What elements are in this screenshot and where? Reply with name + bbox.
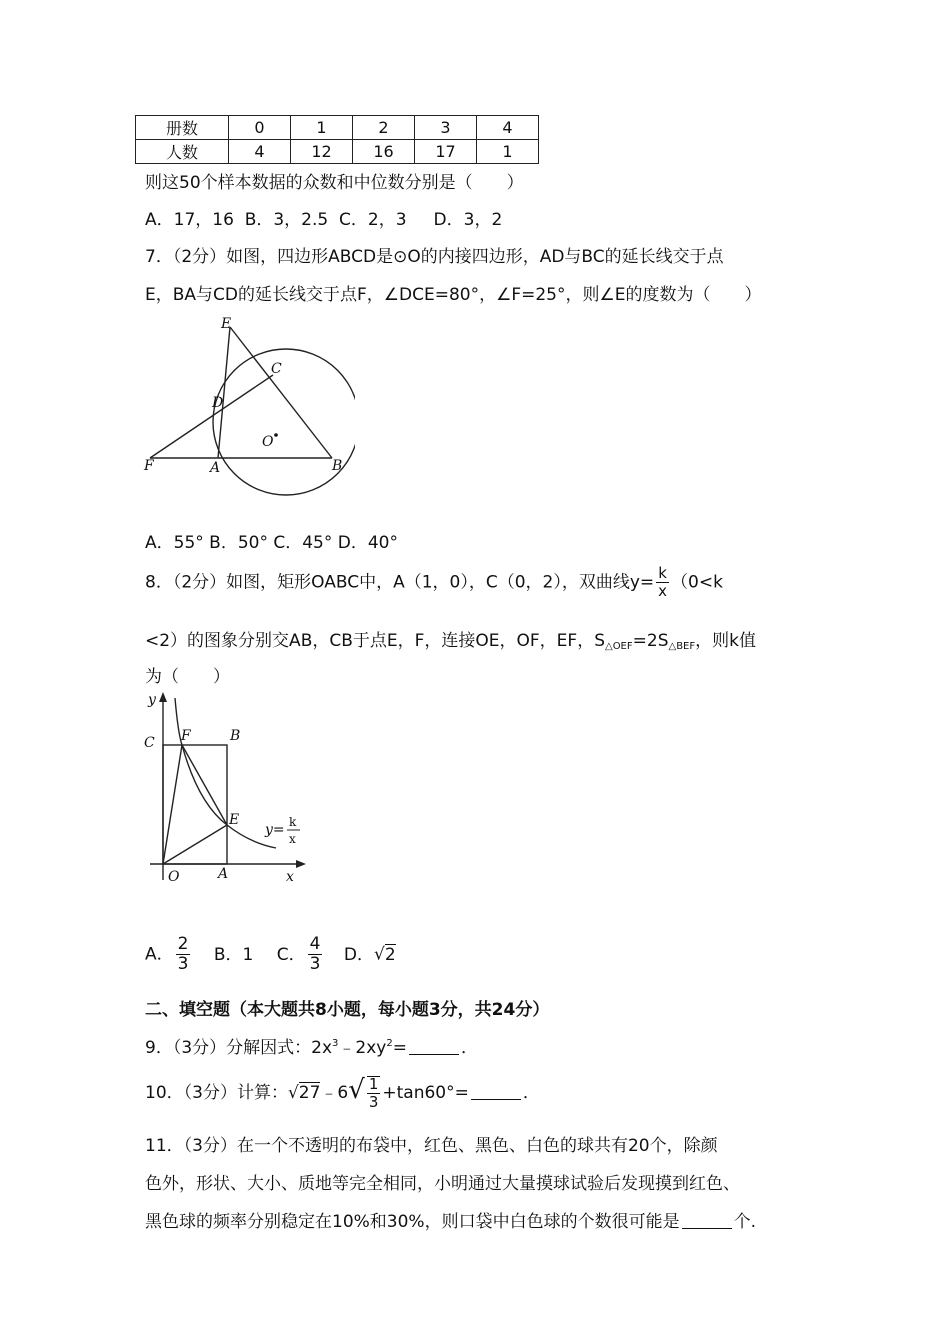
table-cell: 册数 xyxy=(136,116,229,140)
label-curve-x: x xyxy=(289,832,296,846)
q8-line1-b: （0<k xyxy=(671,572,723,593)
fraction-denominator: 3 xyxy=(177,954,189,974)
q10-suffix: +tan60°= xyxy=(382,1083,469,1103)
q11-line3-a: 黑色球的频率分别稳定在10%和30%，则口袋中白色球的个数很可能是 xyxy=(145,1212,680,1232)
option-d-label: D． xyxy=(343,944,374,965)
table-row xyxy=(136,140,539,164)
q8-line3: 为（ ） xyxy=(145,667,230,687)
label-f: F xyxy=(144,458,154,474)
answer-blank[interactable] xyxy=(682,1212,732,1229)
table-cell: 1 xyxy=(477,140,539,164)
q9-prefix: 9．（3分）分解因式：2x xyxy=(145,1038,333,1058)
label-a: A xyxy=(210,460,221,476)
y-arrow-icon xyxy=(159,692,167,702)
label-o: O xyxy=(168,869,180,885)
fraction-numerator: 2 xyxy=(177,934,189,954)
q10-end: ． xyxy=(522,1083,540,1103)
label-a: A xyxy=(218,866,229,882)
table-cell: 12 xyxy=(291,140,353,164)
q7-options: A．55° B．50° C．45° D．40° xyxy=(145,533,398,553)
line-oe xyxy=(163,825,227,864)
center-point xyxy=(274,433,278,437)
frequency-table xyxy=(135,115,539,164)
option-d-radicand: 2 xyxy=(384,944,396,965)
label-curve-k: k xyxy=(289,815,297,829)
fraction-k-over-x xyxy=(656,566,669,599)
line-of xyxy=(163,745,182,864)
exponent: 3 xyxy=(332,1038,339,1049)
table-cell: 2 xyxy=(353,116,415,140)
sqrt-icon: √ xyxy=(348,1075,365,1105)
table-cell: 16 xyxy=(353,140,415,164)
option-a-label: A． xyxy=(145,944,174,965)
option-a-fraction xyxy=(176,936,191,973)
q7-line2: E，BA与CD的延长线交于点F，∠DCE=80°，∠F=25°，则∠E的度数为（ ） xyxy=(145,285,762,305)
table-cell: 4 xyxy=(477,116,539,140)
exponent: 2 xyxy=(386,1038,393,1049)
label-b: B xyxy=(332,458,343,474)
fraction-numerator: k xyxy=(658,564,667,582)
x-arrow-icon xyxy=(296,860,306,868)
subscript-bef: △BEF xyxy=(668,641,696,652)
answer-blank[interactable] xyxy=(409,1038,459,1055)
option-b: B．1 xyxy=(213,944,254,965)
q10-line xyxy=(145,1075,540,1110)
option-c-fraction xyxy=(308,936,323,973)
table-cell: 0 xyxy=(229,116,291,140)
q8-line1-a: 8．（2分）如图，矩形OABC中，A（1，0），C（0，2），双曲线y= xyxy=(145,572,655,593)
table-cell: 1 xyxy=(291,116,353,140)
label-f: F xyxy=(181,728,191,744)
table-cell: 17 xyxy=(415,140,477,164)
line-fc xyxy=(150,375,273,458)
fraction-denominator: 3 xyxy=(368,1093,379,1111)
q11-line3-b: 个. xyxy=(733,1212,756,1232)
label-e: E xyxy=(221,316,232,332)
q8-line1 xyxy=(145,566,723,599)
label-d: D xyxy=(212,395,224,411)
q8-options xyxy=(145,936,396,973)
answer-blank[interactable] xyxy=(471,1083,521,1100)
q10-prefix: 10．（3分）计算： xyxy=(145,1083,288,1103)
q7-figure xyxy=(140,312,355,502)
fraction-denominator: 3 xyxy=(309,954,321,974)
table-row xyxy=(136,116,539,140)
label-o: O xyxy=(262,434,274,450)
fraction-denominator: x xyxy=(658,582,668,600)
label-c: C xyxy=(144,735,155,751)
option-c-label: C． xyxy=(276,944,306,965)
q8-line2-b: =2S xyxy=(632,631,669,651)
q8-line2 xyxy=(145,626,756,652)
label-e: E xyxy=(229,812,240,828)
q6-stem: 则这50个样本数据的众数和中位数分别是（ ） xyxy=(145,173,524,193)
radicand-fraction xyxy=(367,1076,381,1110)
fraction-numerator: 4 xyxy=(309,934,321,954)
q8-line2-c: ，则k值 xyxy=(695,631,756,651)
table-cell: 4 xyxy=(229,140,291,164)
q7-line1: 7．（2分）如图，四边形ABCD是⊙O的内接四边形，AD与BC的延长线交于点 xyxy=(145,247,724,267)
q11-line1: 11．（3分）在一个不透明的布袋中，红色、黑色、白色的球共有20个，除颜 xyxy=(145,1136,718,1156)
sqrt-icon: √ xyxy=(373,944,385,965)
q6-options: A．17，16 B．3，2.5 C．2，3 D．3，2 xyxy=(145,210,503,230)
q11-line2: 色外，形状、大小、质地等完全相同，小明通过大量摸球试验后发现摸到红色、 xyxy=(145,1174,740,1194)
label-c: C xyxy=(271,361,282,377)
q9-line xyxy=(145,1033,478,1058)
table-cell: 3 xyxy=(415,116,477,140)
q8-line2-a: <2）的图象分别交AB，CB于点E，F，连接OE，OF，EF，S xyxy=(145,631,605,651)
q9-mid: ﹣2xy xyxy=(338,1038,387,1058)
line-eb xyxy=(230,327,332,458)
table-cell: 人数 xyxy=(136,140,229,164)
section-heading: 二、填空题（本大题共8小题，每小题3分，共24分） xyxy=(145,1000,550,1020)
label-b: B xyxy=(230,728,241,744)
label-x: x xyxy=(286,869,294,885)
subscript-oef: △OEF xyxy=(605,641,633,652)
q10-minus: ﹣6 xyxy=(320,1083,349,1103)
fraction-numerator: 1 xyxy=(368,1075,379,1093)
label-curve-y: y= xyxy=(265,822,285,838)
radicand: 27 xyxy=(298,1083,321,1103)
q8-figure xyxy=(140,688,320,888)
q9-end: ． xyxy=(460,1038,478,1058)
label-y: y xyxy=(148,692,156,708)
q9-suffix: = xyxy=(392,1038,407,1058)
q11-line3 xyxy=(145,1207,756,1232)
sqrt-icon: √ xyxy=(287,1083,299,1103)
line-ef xyxy=(182,745,227,825)
